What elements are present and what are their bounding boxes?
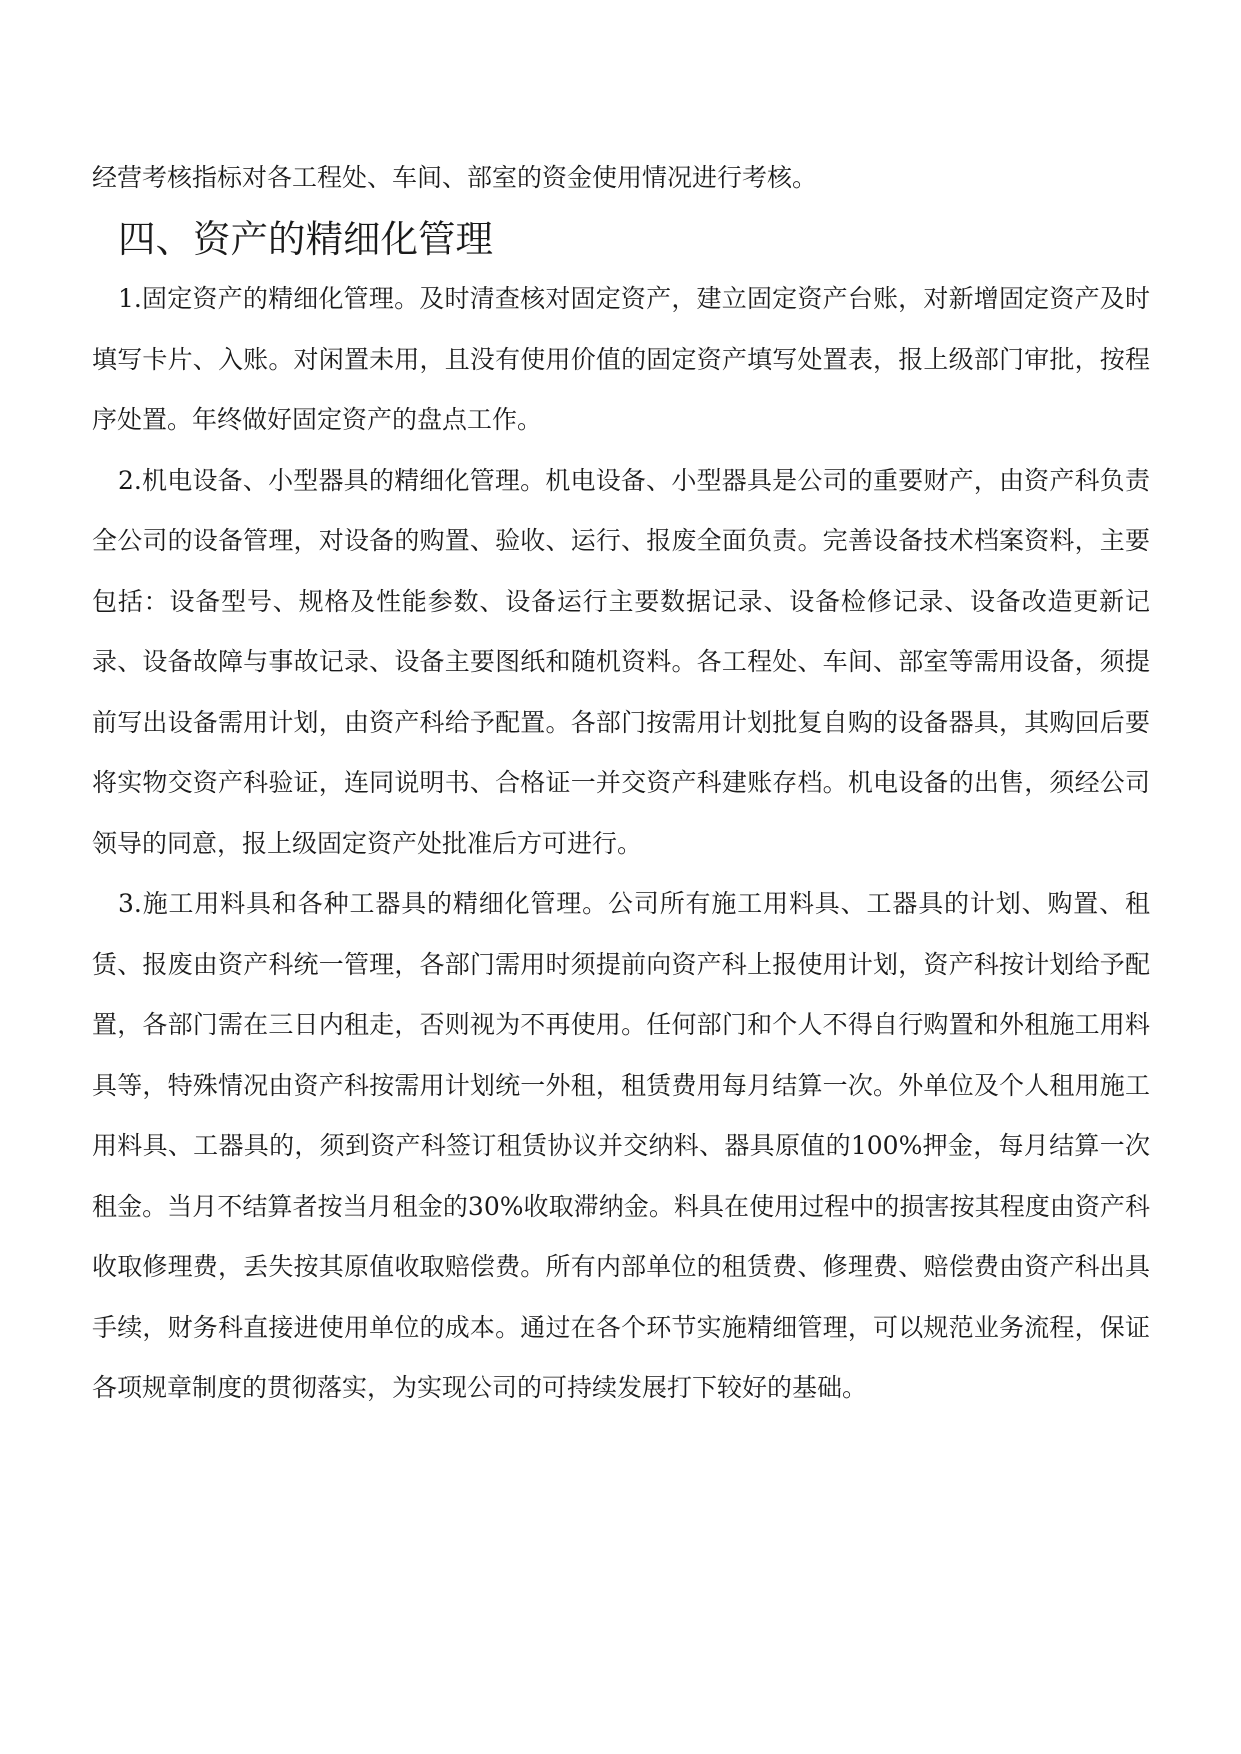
- paragraph-continuation: 经营考核指标对各工程处、车间、部室的资金使用情况进行考核。: [92, 163, 818, 192]
- paragraph-equipment: 2.机电设备、小型器具的精细化管理。机电设备、小型器具是公司的重要财产，由资产科负责全公司的设备管理，对设备的购置、验收、运行、报废全面负责。完善设备技术档案资料，主要包括：设备型号、规格及性能参数、设备运行主要数据记录、设备检修记录、设备改造更新记录、设备故障与事故记录、设备主要图纸和随机资料。各工程处、车间、部室等需用设备，须提前写出设备需用计划，由资产科给予配置。各部门按需用计划批复自购的设备器具，其购回后要将实物交资产科验证，连同说明书、合格证一并交资产科建账存档。机电设备的出售，须经公司领导的同意，报上级固定资产处批准后方可进行。: [92, 465, 1150, 858]
- paragraph-fixed-assets: 1.固定资产的精细化管理。及时清查核对固定资产，建立固定资产台账，对新增固定资产及时填写卡片、入账。对闲置未用，且没有使用价值的固定资产填写处置表，报上级部门审批，按程序处置。年终做好固定资产的盘点工作。: [92, 284, 1150, 434]
- paragraph-tools: 3.施工用料具和各种工器具的精细化管理。公司所有施工用料具、工器具的计划、购置、租赁、报废由资产科统一管理，各部门需用时须提前向资产科上报使用计划，资产科按计划给予配置，各部门需在三日内租走，否则视为不再使用。任何部门和个人不得自行购置和外租施工用料具等，特殊情况由资产科按需用计划统一外租，租赁费用每月结算一次。外单位及个人租用施工用料具、工器具的，须到资产科签订租赁协议并交纳料、器具原值的100%押金，每月结算一次租金。当月不结算者按当月租金的30%收取滞纳金。料具在使用过程中的损害按其程度由资产科收取修理费，丢失按其原值收取赔偿费。所有内部单位的租赁费、修理费、赔偿费由资产科出具手续，财务科直接进使用单位的成本。通过在各个环节实施精细管理，可以规范业务流程，保证各项规章制度的贯彻落实，为实现公司的可持续发展打下较好的基础。: [92, 889, 1150, 1402]
- document-page: [92, 148, 1150, 1419]
- section-heading: 四、资产的精细化管理: [118, 216, 493, 261]
